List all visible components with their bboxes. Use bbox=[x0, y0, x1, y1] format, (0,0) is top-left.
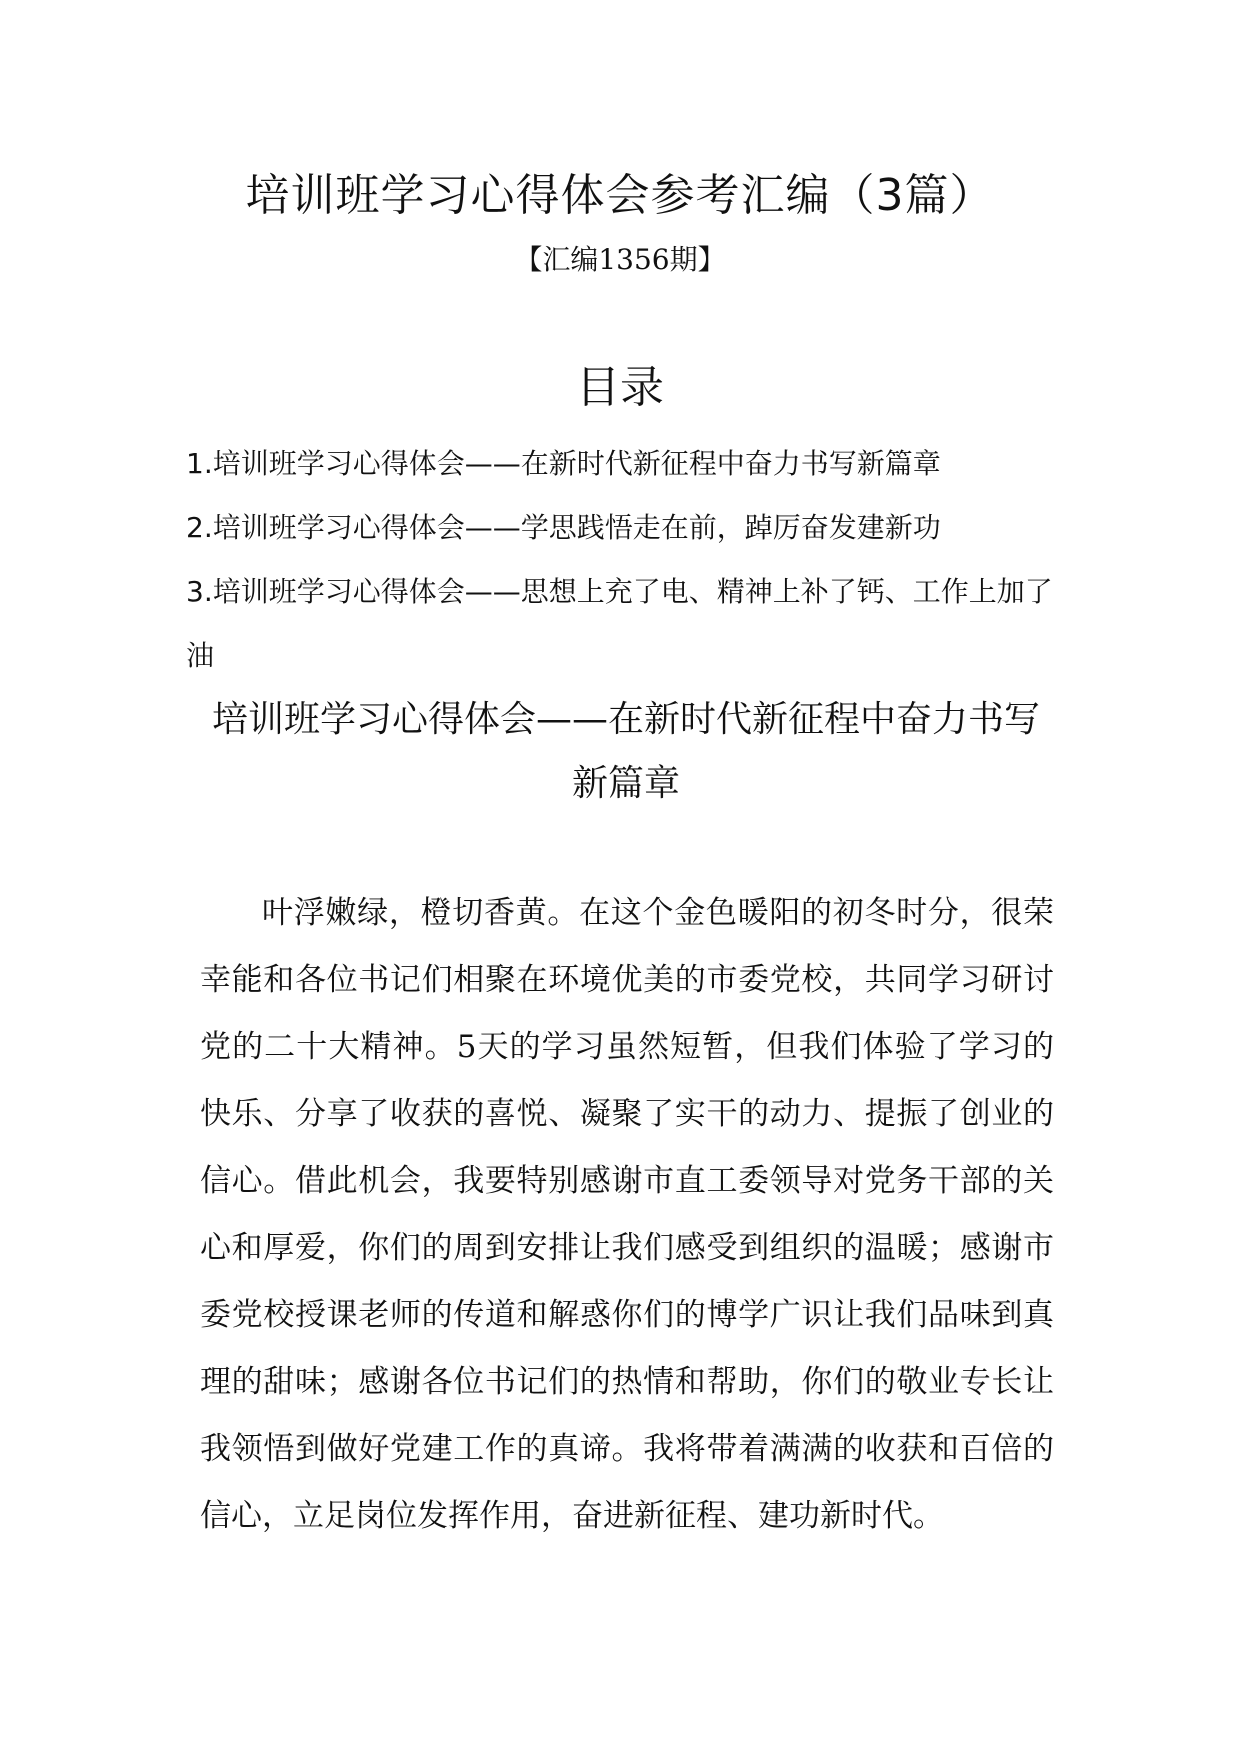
article-paragraph: 叶浮嫩绿，橙切香黄。在这个金色暖阳的初冬时分，很荣幸能和各位书记们相聚在环境优美的市委党校，共同学习研讨党的二十大精神。5天的学习虽然短暂，但我们体验了学习的快乐、分享了收获的喜悦、凝聚了实干的动力、提振了创业的信心。借此机会，我要特别感谢市直工委领导对党务干部的关心和厚爱，你们的周到安排让我们感受到组织的温暖；感谢市委党校授课老师的传道和解惑你们的博学广识让我们品味到真理的甜味；感谢各位书记们的热情和帮助，你们的敬业专长让我领悟到做好党建工作的真谛。我将带着满满的收获和百倍的信心，立足岗位发挥作用，奋进新征程、建功新时代。 bbox=[200, 895, 1054, 1534]
toc-heading: 目录 bbox=[576, 362, 664, 413]
document-subtitle: 【汇编1356期】 bbox=[514, 243, 726, 276]
toc-item[interactable]: 1.培训班学习心得体会——在新时代新征程中奋力书写新篇章 bbox=[186, 447, 941, 480]
article-title: 培训班学习心得体会——在新时代新征程中奋力书写新篇章 bbox=[211, 699, 1040, 804]
document-title: 培训班学习心得体会参考汇编（3篇） bbox=[245, 170, 995, 221]
table-of-contents bbox=[186, 432, 1056, 688]
toc-item[interactable]: 3.培训班学习心得体会——思想上充了电、精神上补了钙、工作上加了油 bbox=[186, 575, 1053, 672]
toc-item[interactable]: 2.培训班学习心得体会——学思践悟走在前，踔厉奋发建新功 bbox=[186, 511, 941, 544]
